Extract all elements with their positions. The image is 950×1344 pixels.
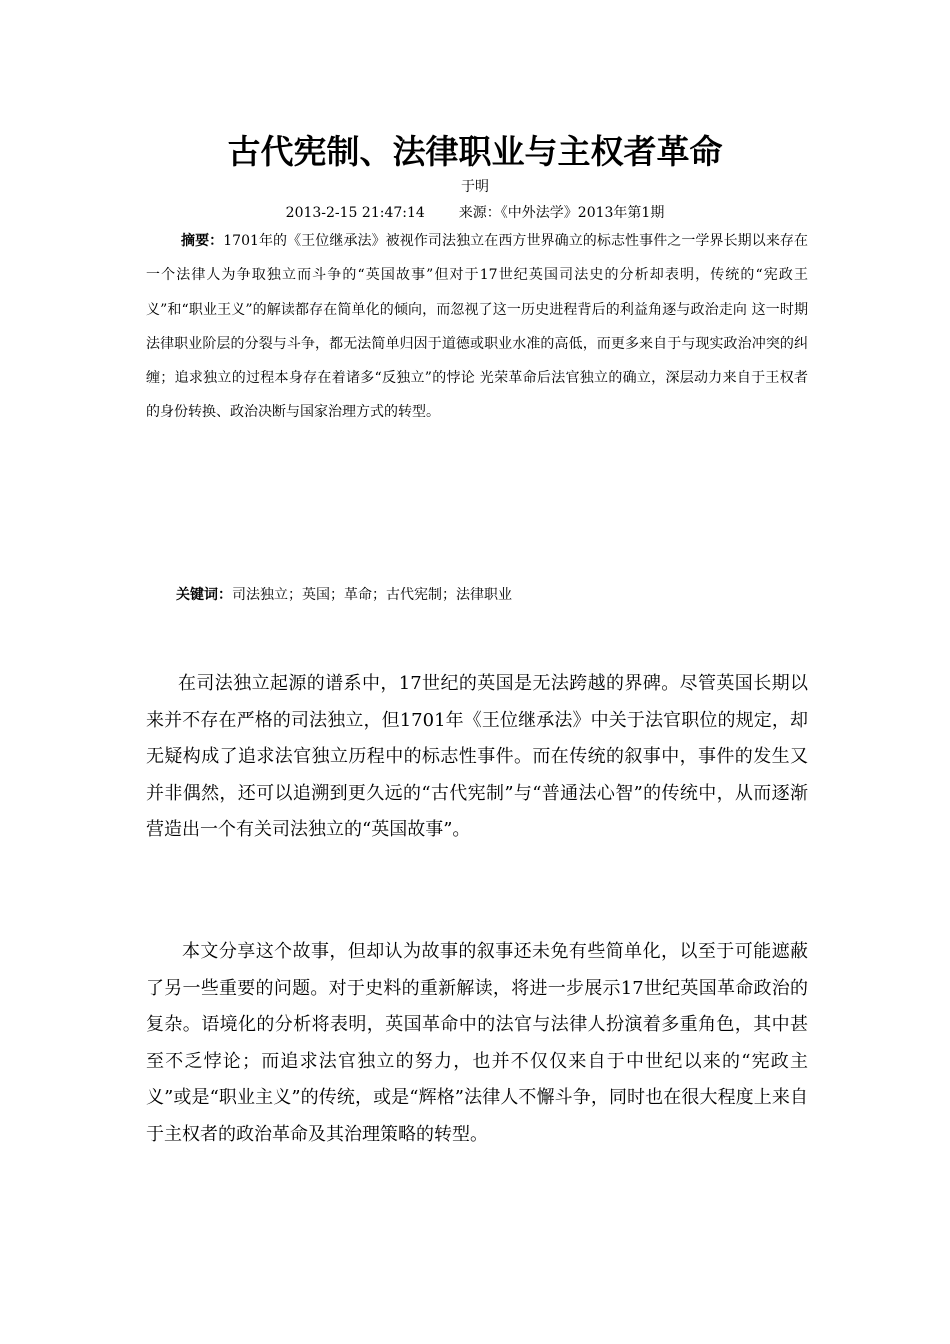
- keywords-text: 司法独立；英国；革命；古代宪制；法律职业: [232, 587, 512, 603]
- document-meta: [0, 202, 950, 224]
- publish-date: 2013-2-15 21:47:14: [285, 205, 425, 221]
- publication-source: 来源：《中外法学》2013年第1期: [458, 205, 665, 221]
- body-paragraph-1: 在司法独立起源的谱系中，17世纪的英国是无法跨越的界碑。尽管英国长期以来并不存在严格的司法独立，但1701年《王位继承法》中关于法官职位的规定，却无疑构成了追求法官独立历程中的标志性事件。而在传统的叙事中，事件的发生又并非偶然，还可以追溯到更久远的“古代宪制”与“普通法心智”的传统中，从而逐渐营造出一个有关司法独立的“英国故事”。: [146, 673, 808, 840]
- abstract-label: 摘要：: [181, 233, 224, 249]
- keywords: [176, 582, 816, 608]
- body-paragraph-2: 本文分享这个故事，但却认为故事的叙事还未免有些简单化，以至于可能遮蔽了另一些重要的问题。对于史料的重新解读，将进一步展示17世纪英国革命政治的复杂。语境化的分析将表明，英国革命中的法官与法律人扮演着多重角色，其中甚至不乏悖论；而追求法官独立的努力，也并不仅仅来自于中世纪以来的“宪政主义”或是“职业主义”的传统，或是“辉格”法律人不懈斗争，同时也在很大程度上来自于主权者的政治革命及其治理策略的转型。: [146, 941, 808, 1145]
- abstract: [146, 224, 808, 430]
- abstract-text: 1701年的《王位继承法》被视作司法独立在西方世界确立的标志性事件之一学界长期以来存在一个法律人为争取独立而斗争的“英国故事”但对于17世纪英国司法史的分析却表明，传统的“宪政王义”和“职业王义”的解读都存在简单化的倾向，而忽视了这一历史进程背后的利益角逐与政治走向 这一时期法律职业阶层的分裂与斗争，都无法简单归因于道德或职业水准的高低，而更多来自于与现实政治冲突的纠缠；追求独立的过程本身存在着诸多“反独立”的悖论 光荣革命后法官独立的确立，深层动力来自于王权者的身份转换、政治决断与国家治理方式的转型。: [146, 233, 808, 421]
- document-author: 于明: [461, 179, 489, 195]
- document-title: 古代宪制、法律职业与主权者革命: [227, 132, 723, 171]
- keywords-label: 关键词：: [176, 587, 232, 603]
